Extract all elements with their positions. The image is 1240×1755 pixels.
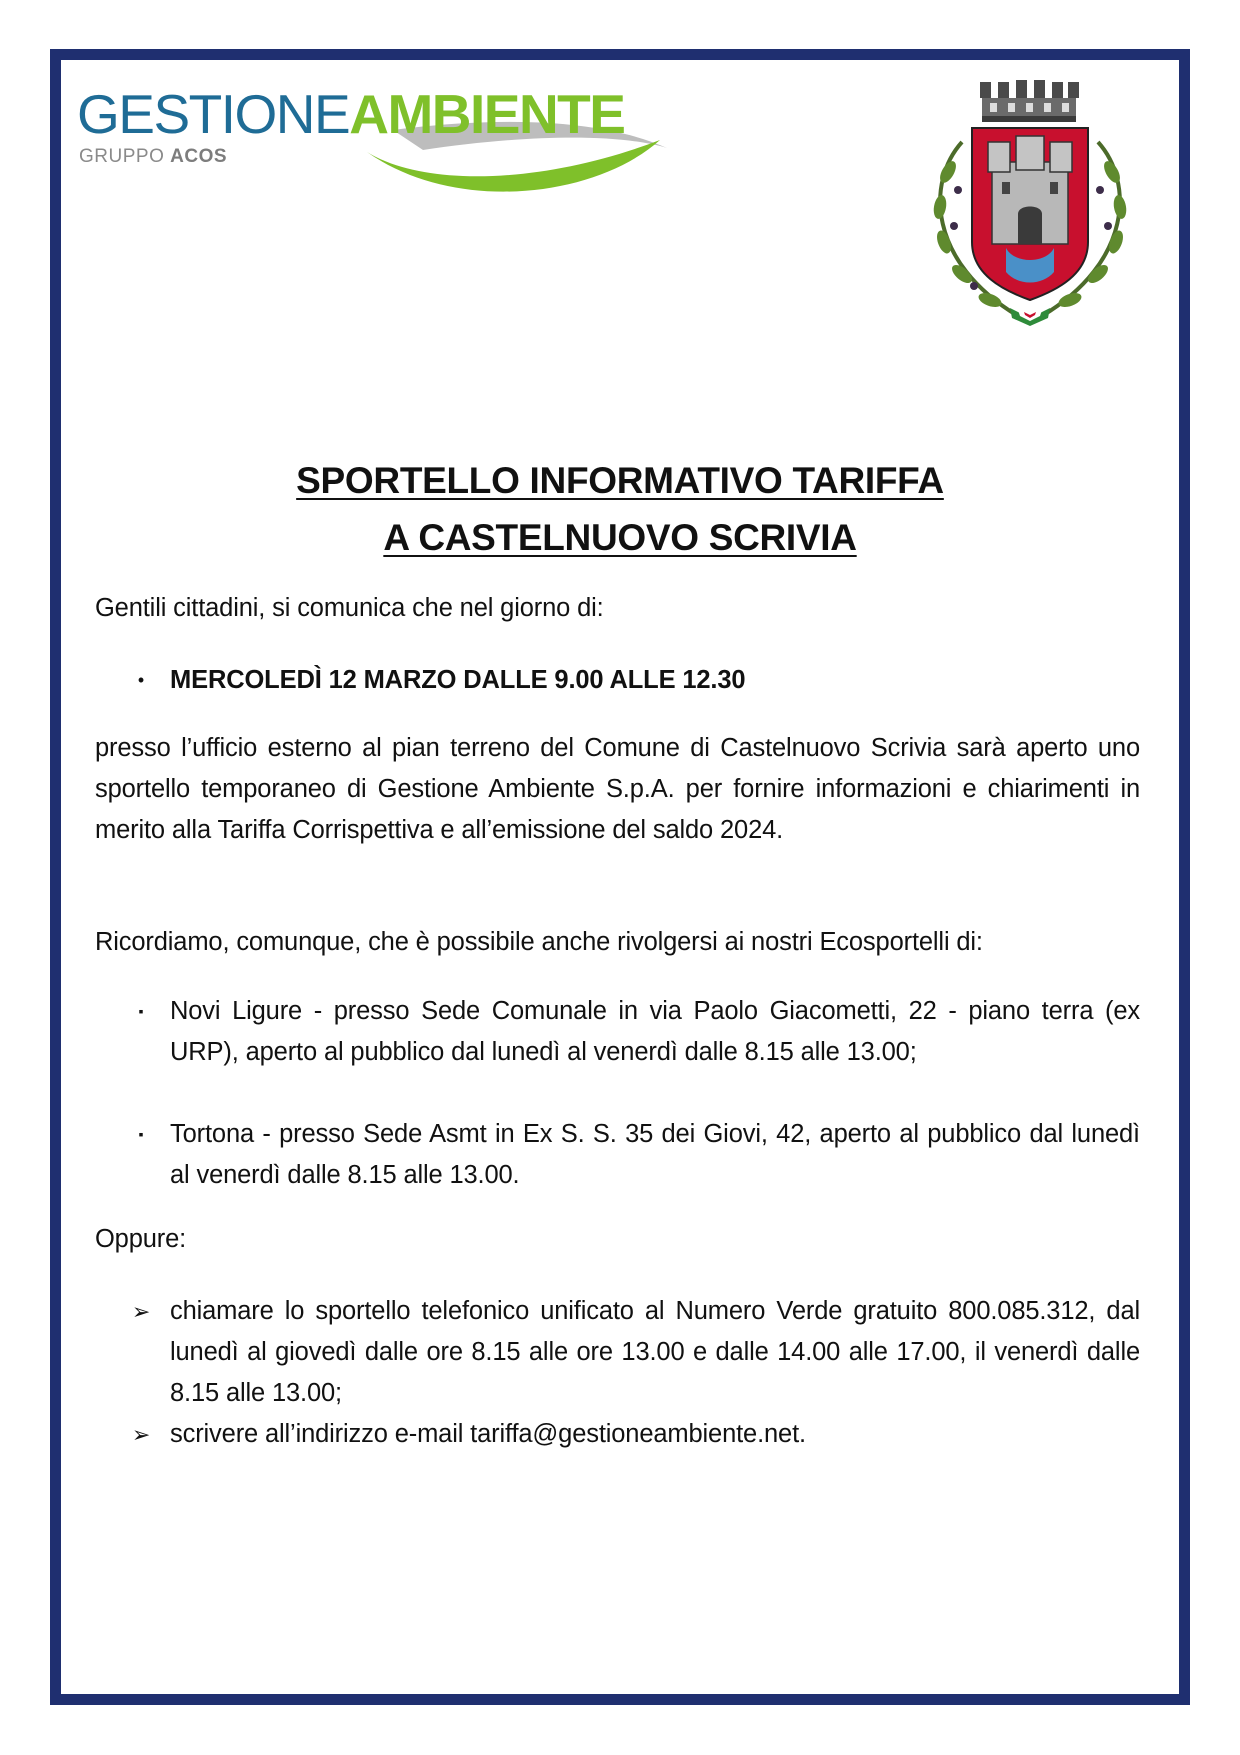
date-text: MERCOLEDÌ 12 MARZO DALLE 9.00 ALLE 12.30 [170, 666, 746, 694]
bullet-square-icon: ▪ [138, 1126, 144, 1142]
office-text: Tortona - presso Sede Asmt in Ex S. S. 35 dei Giovi, 42, aperto al pubblico dal lunedì al venerdì dalle 8.15 alle 13.00. [170, 1120, 1140, 1189]
office-list-item [138, 1114, 1140, 1196]
alternative-list-item [131, 1414, 1140, 1455]
bullet-arrow-icon: ➢ [131, 1422, 151, 1447]
reminder-text: Ricordiamo, comunque, che è possibile anche rivolgersi ai nostri Ecosportelli di: [95, 928, 983, 956]
bullet-dot-icon: • [137, 670, 145, 690]
bullet-arrow-icon: ➢ [131, 1299, 151, 1324]
alternative-text: chiamare lo sportello telefonico unificato al Numero Verde gratuito 800.085.312, dal lunedì al giovedì dalle ore 8.15 alle ore 13.00 e dalle 14.00 alle 17.00, il venerdì dalle 8.15 alle 13.00; [170, 1297, 1140, 1407]
date-list-item [137, 660, 1140, 701]
alternative-text: scrivere all’indirizzo e-mail tariffa@gestioneambiente.net. [170, 1420, 806, 1448]
title-line-1: SPORTELLO INFORMATIVO TARIFFA [296, 460, 944, 501]
alternative-list-item [131, 1291, 1140, 1414]
logo-wordmark [77, 82, 624, 146]
alternatives-heading: Oppure: [95, 1225, 187, 1253]
title-line-2: A CASTELNUOVO SCRIVIA [383, 517, 857, 558]
logo-word-ambiente: AMBIENTE [349, 83, 625, 145]
municipal-crest-icon [918, 72, 1152, 328]
logo-sub-acos: ACOS [170, 146, 228, 167]
office-list-item [138, 991, 1140, 1073]
gestione-ambiente-logo [75, 83, 675, 213]
notice-title [60, 452, 1180, 566]
logo-sub-gruppo: GRUPPO [79, 146, 171, 167]
bullet-square-icon: ▪ [138, 1003, 144, 1019]
logo-subtitle [79, 146, 227, 168]
info-paragraph: presso l’ufficio esterno al pian terreno del Comune di Castelnuovo Scrivia sarà aperto uno sportello temporaneo di Gestione Ambiente S.p.A. per fornire informazioni e chiarimenti in merito alla Tariffa Corrispettiva e all’emissione del saldo 2024. [95, 734, 1140, 844]
logo-word-gestione: GESTIONE [77, 83, 350, 145]
office-text: Novi Ligure - presso Sede Comunale in via Paolo Giacometti, 22 - piano terra (ex URP), aperto al pubblico dal lunedì al venerdì dalle 8.15 alle 13.00; [170, 997, 1140, 1066]
intro-text: Gentili cittadini, si comunica che nel giorno di: [95, 594, 604, 622]
